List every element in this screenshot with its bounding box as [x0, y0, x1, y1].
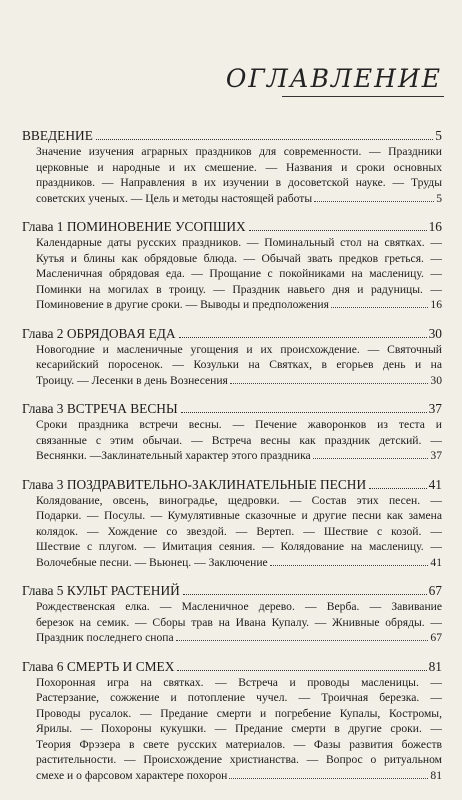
- summary-line: Похоронная игра на святках. — Встреча и проводы масленицы. —: [36, 675, 442, 689]
- dot-leader: [313, 458, 429, 459]
- summary-line: Календарные даты русских праздников. — Поминальный стол на святках. —: [36, 236, 442, 249]
- summary-line: березок на семик. — Сборы трав на Ивана Купалу. — Жнивные обряды. —: [36, 615, 442, 629]
- toc-entry-heading: [22, 659, 442, 675]
- chapter-title: Глава 3 ВСТРЕЧА ВЕСНЫ: [22, 401, 178, 416]
- toc-entry: [22, 128, 442, 206]
- dot-leader: [179, 337, 427, 338]
- summary-last-line: [36, 191, 442, 207]
- summary-line: Растерзание, сожжение и потопление чучел. — Троичная березка. —: [36, 691, 442, 704]
- chapter-title: ВВЕДЕНИЕ: [22, 128, 93, 143]
- page-number: 16: [430, 298, 442, 311]
- summary-line: Проводы русалок. — Предание смерти и погребение Купалы, Костромы,: [36, 706, 442, 720]
- toc-entry: [22, 583, 442, 646]
- page-title: ОГЛАВЛЕНИЕ: [225, 64, 442, 93]
- summary-line: Рождественская елка. — Масленичное дерево. — Верба. — Завивание: [36, 600, 442, 613]
- summary-last-line: [36, 768, 442, 784]
- dot-leader: [183, 594, 427, 595]
- dot-leader: [249, 230, 427, 231]
- summary-line: советских ученых. — Цель и методы настоящей работы: [36, 191, 313, 205]
- summary-line: Праздник последнего снопа: [36, 631, 174, 644]
- page-number: 30: [428, 325, 442, 341]
- toc-entry-heading: [22, 219, 442, 235]
- toc-entry-heading: [22, 326, 442, 342]
- chapter-summary: [36, 144, 442, 206]
- summary-line: Веснянки. —Заклинательный характер этого праздника: [36, 449, 311, 462]
- dot-leader: [176, 640, 429, 641]
- summary-line: праздников. — Направления в их изучении в досоветской науке. — Труды: [36, 176, 442, 189]
- dot-leader: [331, 307, 428, 308]
- summary-line: Новогодние и масленичные угощения и их происхождение. — Святочный: [36, 342, 442, 356]
- page-number: 41: [428, 476, 442, 492]
- dot-leader: [96, 139, 433, 140]
- summary-line: смехе и о фарсовом характере похорон: [36, 768, 228, 782]
- chapter-summary: [36, 235, 442, 313]
- toc-entry: [22, 326, 442, 389]
- summary-line: Кутья и блины как обрядовые блюда. — Обычай звать предков греться. —: [36, 251, 442, 265]
- summary-line: Значение изучения аграрных праздников для современности. — Праздники: [36, 145, 442, 158]
- toc-entry-heading: [22, 583, 442, 599]
- page-number: 67: [428, 583, 442, 598]
- page-number: 30: [430, 373, 442, 387]
- dot-leader: [314, 201, 434, 202]
- dot-leader: [177, 670, 426, 671]
- summary-line: Ярилы. — Похороны кукушки. — Предание смерти в другие сроки. —: [36, 722, 442, 735]
- toc-entry: [22, 219, 442, 313]
- title-underline: [282, 96, 444, 97]
- summary-line: Подарки. — Посулы. — Кумулятивные сказочные и другие песни как замена: [36, 509, 442, 522]
- summary-line: кесарийский поросенок. — Козульки на Святках, в егорьев день и на: [36, 358, 442, 371]
- toc-entry: [22, 659, 442, 784]
- chapter-title: Глава 3 ПОЗДРАВИТЕЛЬНО-ЗАКЛИНАТЕЛЬНЫЕ ПЕСНИ: [22, 476, 367, 492]
- chapter-title: Глава 6 СМЕРТЬ И СМЕХ: [22, 658, 175, 674]
- summary-last-line: [36, 297, 442, 313]
- summary-line: связанные с этим обычаи. — Встреча весны как праздник детский. —: [36, 433, 442, 447]
- summary-line: Масленичная обрядовая еда. — Прощание с покойниками на масленицу. —: [36, 267, 442, 280]
- chapter-title: Глава 5 КУЛЬТ РАСТЕНИЙ: [22, 583, 180, 598]
- page-number: 81: [428, 658, 442, 674]
- summary-line: Поминки на могилах в троицу. — Праздник навьего дня и радуницы. —: [36, 282, 442, 296]
- dot-leader: [270, 565, 429, 566]
- toc-entry: [22, 477, 442, 571]
- page-number: 41: [430, 555, 442, 569]
- chapter-summary: [36, 675, 442, 784]
- toc-entry-heading: [22, 477, 442, 493]
- chapter-summary: [36, 342, 442, 389]
- page-number: 81: [430, 768, 442, 782]
- dot-leader: [230, 383, 429, 384]
- summary-line: Волочебные песни. — Вьюнец. — Заключение: [36, 555, 268, 569]
- dot-leader: [181, 412, 427, 413]
- toc-entry: [22, 401, 442, 464]
- summary-last-line: [36, 448, 442, 464]
- page-number: 67: [430, 631, 442, 644]
- summary-line: Сроки праздника встречи весны. — Печение жаворонков из теста и: [36, 418, 442, 431]
- summary-line: церковные и народные и их смешение. — Названия и сроки основных: [36, 160, 442, 174]
- summary-last-line: [36, 555, 442, 571]
- summary-last-line: [36, 630, 442, 646]
- summary-line: Колядование, овсень, виноградье, щедровки. — Состав этих песен. —: [36, 493, 442, 507]
- page-number: 37: [430, 449, 442, 462]
- page-number: 16: [428, 219, 442, 234]
- page-number: 37: [428, 401, 442, 416]
- summary-line: Шествие с плугом. — Имитация сеяния. — Колядование на масленицу. —: [36, 540, 442, 553]
- page-number: 5: [436, 191, 442, 205]
- chapter-summary: [36, 493, 442, 571]
- toc-entry-heading: [22, 401, 442, 417]
- table-of-contents: [22, 128, 442, 796]
- chapter-summary: [36, 599, 442, 646]
- chapter-title: Глава 1 ПОМИНОВЕНИЕ УСОПШИХ: [22, 219, 246, 234]
- dot-leader: [369, 488, 426, 489]
- summary-line: растительности. — Происхождение христианства. — Вопрос о ритуальном: [36, 753, 442, 766]
- summary-line: колядок. — Хождение со звездой. — Вертеп. — Шествие с козой. —: [36, 524, 442, 538]
- page-number: 5: [435, 128, 442, 143]
- chapter-title: Глава 2 ОБРЯДОВАЯ ЕДА: [22, 325, 176, 341]
- toc-entry-heading: [22, 128, 442, 144]
- summary-last-line: [36, 373, 442, 389]
- summary-line: Троицу. — Лесенки в день Вознесения: [36, 373, 228, 387]
- summary-line: Поминовение в другие сроки. — Выводы и предположения: [36, 298, 329, 311]
- summary-line: Теория Фрэзера в свете русских материалов. — Фазы развития божеств: [36, 737, 442, 751]
- dot-leader: [229, 778, 428, 779]
- chapter-summary: [36, 417, 442, 464]
